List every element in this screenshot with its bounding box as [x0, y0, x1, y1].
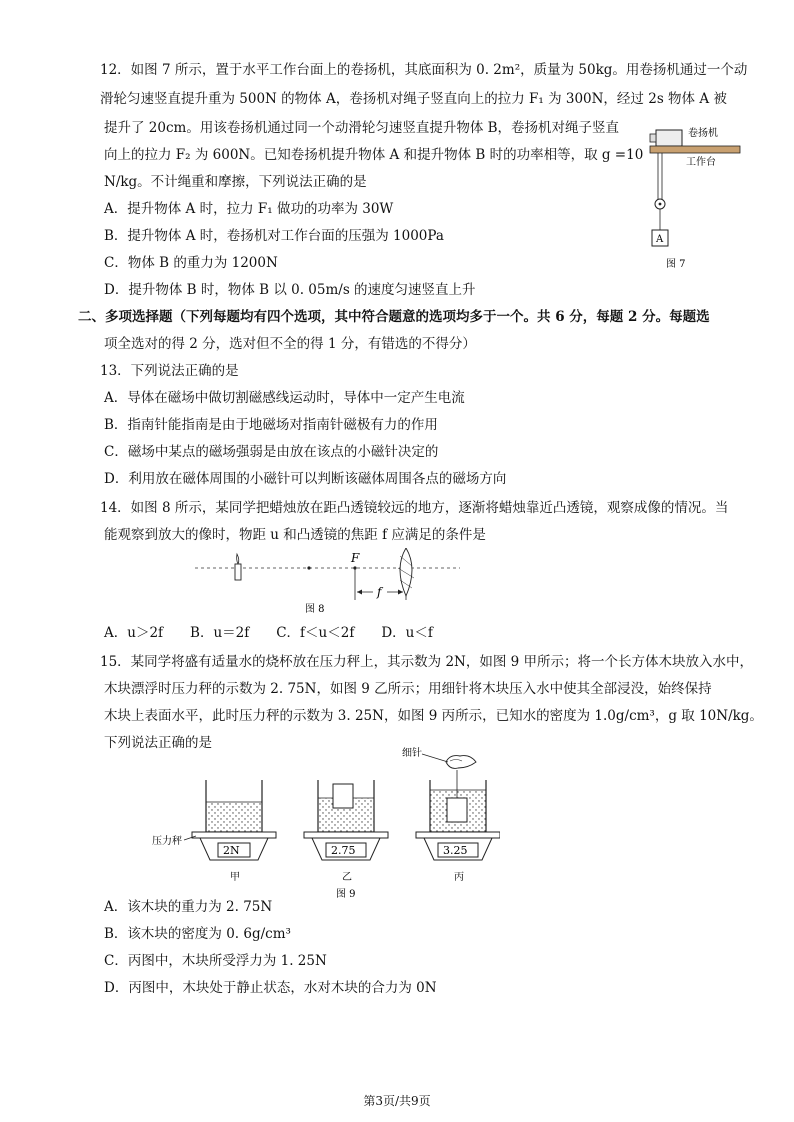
q15-line-2: 木块漂浮时压力秤的示数为 2. 75N，如图 9 乙所示；用细针将木块压入水中使其全部浸没，始终保持: [104, 681, 712, 697]
section-2-header-line-1: 二、多项选择题（下列每题均有四个选项，其中符合题意的选项均多于一个。共 6 分，每题 2 分。每题选: [78, 309, 710, 325]
scale-reading-jia: 2N: [223, 844, 240, 857]
q15-option-c: C．丙图中，木块所受浮力为 1. 25N: [104, 953, 327, 969]
q13-option-c: C．磁场中某点的磁场强弱是由放在该点的小磁针决定的: [104, 444, 439, 460]
figure-8-caption: 图 8: [305, 604, 325, 615]
q15-option-b: B．该木块的密度为 0. 6g/cm³: [104, 926, 291, 942]
q13-option-b: B．指南针能指南是由于地磁场对指南针磁极有力的作用: [104, 417, 438, 433]
label-bing: 丙: [454, 872, 464, 883]
q12-option-c: C．物体 B 的重力为 1200N: [104, 255, 278, 271]
q12-option-d: D．提升物体 B 时，物体 B 以 0. 05m/s 的速度匀速竖直上升: [104, 282, 476, 298]
winch-label: 卷扬机: [688, 128, 718, 139]
scale-label: 压力秤: [152, 836, 182, 847]
scale-reading-bing: 3.25: [443, 844, 468, 857]
q12-line-5: N/kg。不计绳重和摩擦，下列说法正确的是: [104, 174, 367, 190]
q15-line-1: 15．某同学将盛有适量水的烧杯放在压力秤上，其示数为 2N，如图 9 甲所示；将一个长方体木块放入水中，: [100, 654, 754, 670]
page-footer: 第3页/共9页: [363, 1094, 431, 1108]
q12-line-3: 提升了 20cm。用该卷扬机通过同一个动滑轮匀速竖直提升物体 B，卷扬机对绳子竖直: [104, 120, 620, 136]
section-2-header-line-2: 项全选对的得 2 分，选对但不全的得 1 分，有错选的不得分）: [104, 336, 476, 352]
worktable: [650, 146, 740, 153]
q15-line-3: 木块上表面水平，此时压力秤的示数为 3. 25N，如图 9 丙所示，已知水的密度为 1.0g/cm³，g 取 10N/kg。: [104, 708, 763, 724]
wood-block-submerged: [447, 798, 467, 822]
needle-label: 细针: [402, 748, 422, 759]
scale-setup-jia: [152, 780, 276, 883]
label-jia: 甲: [230, 872, 240, 883]
q14-options: A．u＞2f B．u＝2f C．f＜u＜2f D．u＜f: [104, 625, 433, 641]
figure-9-caption: 图 9: [336, 889, 356, 900]
q12-option-a: A．提升物体 A 时，拉力 F₁ 做功的功率为 30W: [104, 201, 394, 217]
q13-option-a: A．导体在磁场中做切割磁感线运动时，导体中一定产生电流: [104, 390, 465, 406]
candle-icon: [235, 554, 241, 580]
scale-setup-bing: [402, 746, 500, 883]
q13-stem: 13．下列说法正确的是: [100, 363, 239, 379]
q12-option-b: B．提升物体 A 时，卷扬机对工作台面的压强为 1000Pa: [104, 228, 444, 244]
q14-line-2: 能观察到放大的像时，物距 u 和凸透镜的焦距 f 应满足的条件是: [104, 527, 486, 543]
focal-length-label: f: [377, 585, 382, 599]
label-yi: 乙: [342, 872, 352, 883]
q15-option-d: D．丙图中，木块处于静止状态，水对木块的合力为 0N: [104, 980, 437, 996]
q12-line-2: 滑轮匀速竖直提升重为 500N 的物体 A，卷扬机对绳子竖直向上的拉力 F₁ 为 300N，经过 2s 物体 A 被: [100, 91, 727, 107]
figure-8: [195, 548, 465, 618]
q12-line-4: 向上的拉力 F₂ 为 600N。已知卷扬机提升物体 A 和提升物体 B 时的功率相等，取 g =10: [104, 147, 644, 163]
figure-7-caption: 图 7: [666, 259, 686, 270]
focal-point-label: F: [351, 551, 360, 565]
q15-option-a: A．该木块的重力为 2. 75N: [104, 899, 273, 915]
q13-option-d: D．利用放在磁体周围的小磁针可以判断该磁体周围各点的磁场方向: [104, 471, 507, 487]
scale-setup-yi: [304, 780, 388, 883]
figure-7: [636, 120, 746, 275]
worktable-label: 工作台: [686, 157, 716, 168]
q15-line-4: 下列说法正确的是: [104, 735, 212, 751]
winch-motor: [656, 130, 682, 146]
q14-line-1: 14．如图 8 所示，某同学把蜡烛放在距凸透镜较远的地方，逐渐将蜡烛靠近凸透镜，观察成像的情况。当: [100, 500, 729, 516]
convex-lens: [400, 548, 412, 596]
wood-block-floating: [333, 784, 353, 808]
svg-text:A: A: [656, 234, 664, 245]
figure-9: [150, 742, 500, 900]
scale-reading-yi: 2.75: [331, 844, 356, 857]
q12-line-1: 12．如图 7 所示，置于水平工作台面上的卷扬机，其底面积为 0. 2m²，质量为 50kg。用卷扬机通过一个动: [100, 62, 748, 78]
hand-icon: [446, 756, 476, 769]
